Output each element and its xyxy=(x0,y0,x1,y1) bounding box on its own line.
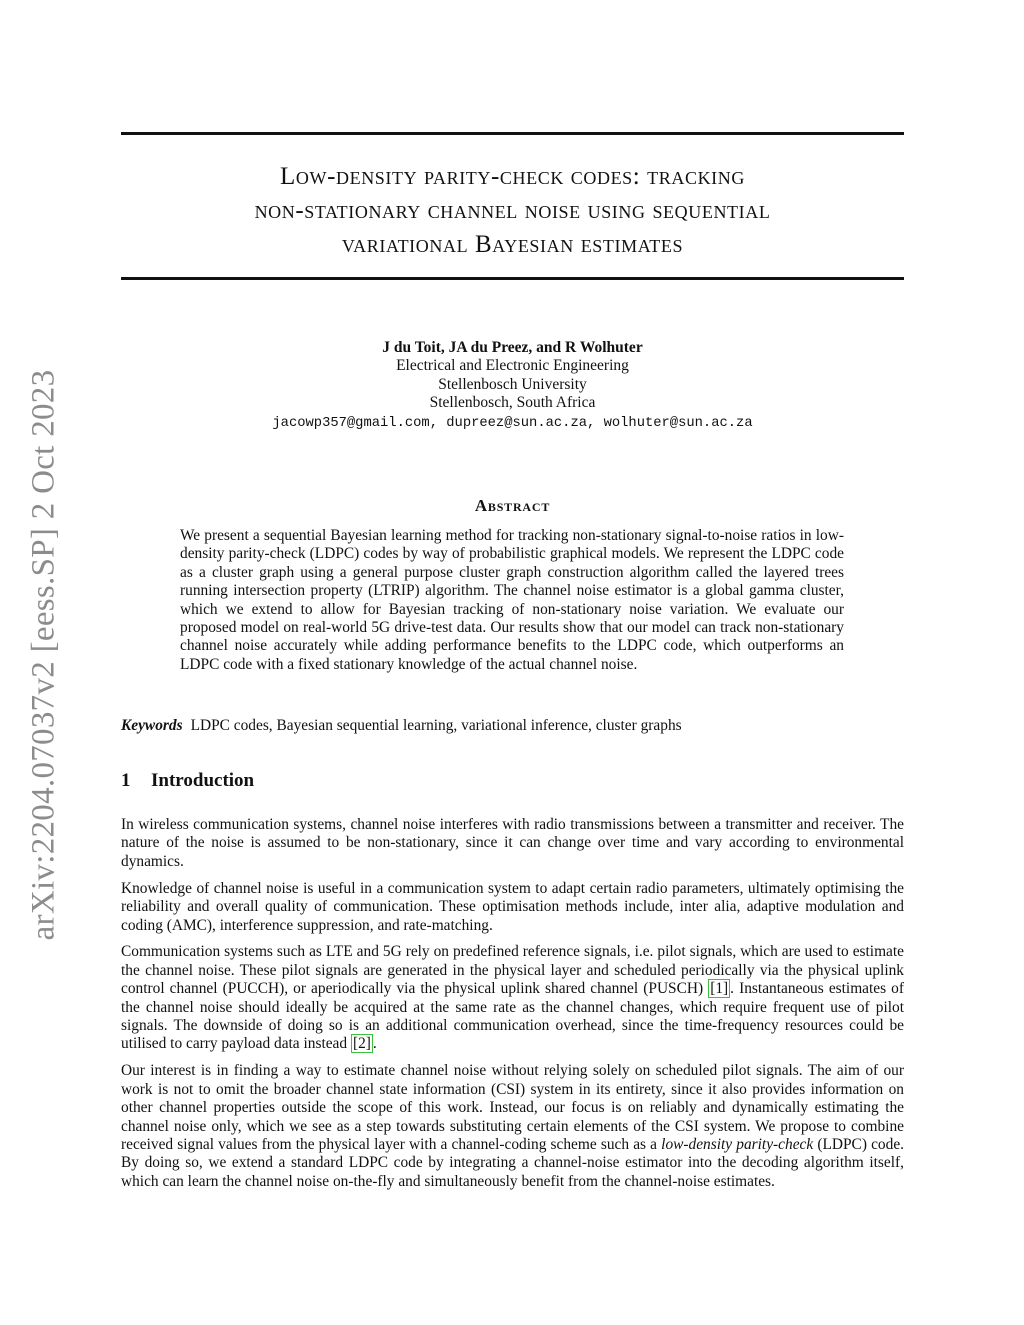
author-block xyxy=(121,339,904,434)
keywords-text: LDPC codes, Bayesian sequential learning, variational inference, cluster graphs xyxy=(190,717,682,734)
citation-link-1[interactable]: [1] xyxy=(710,980,729,998)
paragraph-3-part-b: . Instantaneous estimates of the channel noise should ideally be acquired at the same rate as the channel changes, which require frequent use of pilot signals. The downside of doing so is an additional communication overhead, since the time-frequency resources could be utilised to carry payload data instead xyxy=(121,980,905,1053)
paper-title xyxy=(121,160,904,262)
title-top-rule xyxy=(121,132,904,135)
paragraph-3-part-c: . xyxy=(372,1035,377,1053)
title-bottom-rule xyxy=(121,277,904,280)
citation-link-2[interactable]: [2] xyxy=(352,1035,371,1053)
title-line-2: non-stationary channel noise using sequential xyxy=(254,197,771,224)
author-university: Stellenbosch University xyxy=(438,375,587,393)
author-names: J du Toit, JA du Preez, and R Wolhuter xyxy=(382,339,643,356)
paragraph-4-part-b: (LDPC) code. By doing so, we extend a standard LDPC code by integrating a channel-noise estimator into the decoding algorithm itself, which can learn the channel noise on-the-fly and simultaneously benefit from the channel-noise estimates. xyxy=(121,1136,904,1190)
paragraph-3-part-a: Communication systems such as LTE and 5G rely on predefined reference signals, i.e. pilot signals, which are used to estimate the channel noise. These pilot signals are generated in the physical layer and scheduled periodically via the physical uplink control channel (PUCCH), or aperiodically via the physical uplink shared channel (PUSCH) xyxy=(121,943,904,998)
abstract-text: We present a sequential Bayesian learning method for tracking non-stationary signal-to-noise ratios in low-density parity-check (LDPC) codes by way of probabilistic graphical models. We represent the LDPC code as a cluster graph using a general purpose cluster graph construction algorithm called the layered trees running intersection property (LTRIP) algorithm. The channel noise estimator is a global gamma cluster, which we extend to allow for Bayesian tracking of non-stationary noise variation. We evaluate our proposed model on real-world 5G drive-test data. Our results show that our model can track non-stationary channel noise accurately while adding performance benefits to the LDPC code, which outperforms an LDPC code with a fixed stationary knowledge of the actual channel noise. xyxy=(180,527,844,673)
paragraph-2: Knowledge of channel noise is useful in a communication system to adapt certain radio parameters, ultimately optimising the reliability and overall quality of communication. These optimisation methods include, inter alia, adaptive modulation and coding (AMC), interference suppression, and rate-matching. xyxy=(121,879,904,934)
keywords-label: Keywords xyxy=(121,717,183,734)
title-line-3: variational Bayesian estimates xyxy=(341,231,684,258)
author-emails: jacowp357@gmail.com, dupreez@sun.ac.za, wolhuter@sun.ac.za xyxy=(272,415,753,431)
paragraph-1: In wireless communication systems, channel noise interferes with radio transmissions between a transmitter and receiver. The nature of the noise is assumed to be non-stationary, since it can change over time and vary according to environmental dynamics. xyxy=(121,816,904,870)
author-department: Electrical and Electronic Engineering xyxy=(396,357,629,374)
section-number: 1 xyxy=(121,770,131,791)
author-location: Stellenbosch, South Africa xyxy=(429,394,596,411)
introduction-body xyxy=(121,816,904,1200)
keywords-line xyxy=(121,717,904,735)
paragraph-4-part-a: Our interest is in finding a way to estimate channel noise without relying solely on scheduled pilot signals. The aim of our work is not to omit the broader channel state information (CSI) system in its entirety, since it also provides information on other channel properties outside the scope of this work. Instead, our focus is on reliably and dynamically estimating the channel noise only, which we see as a step towards substituting certain elements of the CSI system. We propose to combine received signal values from the physical layer with a channel-coding scheme such as a xyxy=(121,1062,904,1153)
section-title: Introduction xyxy=(151,770,255,791)
section-heading-introduction xyxy=(121,769,254,793)
arxiv-identifier-stamp: arXiv:2204.07037v2 [eess.SP] 2 Oct 2023 xyxy=(25,369,62,941)
paragraph-4-emphasis: low-density parity-check xyxy=(661,1136,814,1153)
paragraph-3 xyxy=(121,943,904,1053)
abstract-heading: Abstract xyxy=(474,496,551,515)
title-line-1: Low-density parity-check codes: tracking xyxy=(280,163,745,190)
paragraph-4 xyxy=(121,1062,904,1191)
